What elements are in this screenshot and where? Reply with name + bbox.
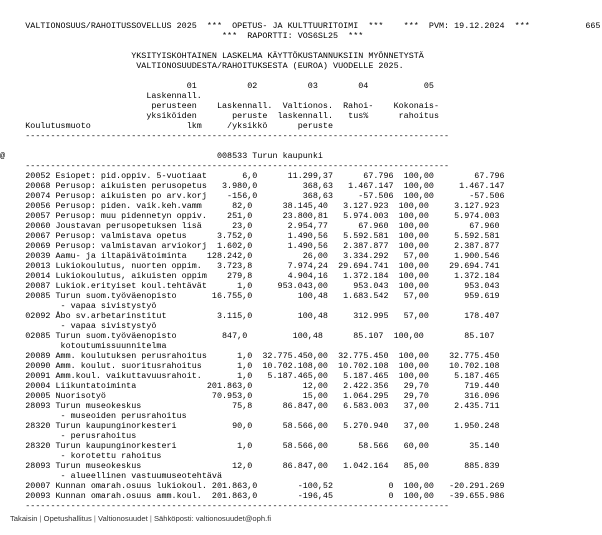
report-line: - museoiden perusrahoitus xyxy=(0,411,187,421)
report-line: @ 008533 Turun kaupunki xyxy=(0,151,323,161)
report-line: 02092 Åbo sv.arbetarinstitut 3.115,0 100,48 312.995 57,00 178.407 xyxy=(0,311,500,321)
report-line: - vapaa sivistystyö xyxy=(0,301,157,311)
report-line: ------------------------------------------------------------------------------------ xyxy=(0,131,450,141)
report-line: - perusrahoitus xyxy=(0,431,137,441)
report-line: yksiköiden peruste laskennall. tus% rahoitus xyxy=(0,111,439,121)
back-link[interactable]: Takaisin xyxy=(10,514,38,523)
report-line: 20052 Esiopet: pid.oppiv. 5-vuotiaat 6,0 11.299,37 67.796 100,00 67.796 xyxy=(0,171,505,181)
report-line: 20068 Perusop: aikuisten perusopetus 3.980,0 368,63 1.467.147 100,00 1.467.147 xyxy=(0,181,505,191)
report-line: 20057 Perusop: muu pidennetyn oppiv. 251,0 23.800,81 5.974.003 100,00 5.974.003 xyxy=(0,211,500,221)
report-line: 20039 Aamu- ja iltapäivätoiminta 128.242,0 26,00 3.334.292 57,00 1.900.546 xyxy=(0,251,500,261)
report-line: 20087 Lukiok.erityiset koul.tehtävät 1,0 953.043,00 953.043 100,00 953.043 xyxy=(0,281,500,291)
report-line: 28093 Turun museokeskus 12,0 86.847,00 1.042.164 85,00 885.839 xyxy=(0,461,500,471)
report-line: 20067 Perusop: valmistava opetus 3.752,0 1.490,56 5.592.581 100,00 5.592.581 xyxy=(0,231,500,241)
report-line: 28320 Turun kaupunginorkesteri 1,0 58.566,00 58.566 60,00 35.140 xyxy=(0,441,500,451)
footer-separator: | xyxy=(39,514,42,523)
report-line: 20060 Joustavan perusopetuksen lisä 23,0 2.954,77 67.960 100,00 67.960 xyxy=(0,221,500,231)
report-line: YKSITYISKOHTAINEN LASKELMA KÄYTTÖKUSTANNUKSIIN MYÖNNETYSTÄ xyxy=(0,51,424,61)
report-line: 20091 Amm.koul. vaikuttavuusrahoit. 1,0 5.187.465,00 5.187.465 100,00 5.187.465 xyxy=(0,371,500,381)
report-line: kotoutumissuunnitelma xyxy=(0,341,167,351)
report-line: Koulutusmuoto lkm /yksikkö peruste xyxy=(0,121,334,131)
report-line: 20004 Liikuntatoiminta 201.863,0 12,00 2.422.356 29,70 719.440 xyxy=(0,381,500,391)
report-line: - korotettu rahoitus xyxy=(0,451,162,461)
report-line: 20014 Lukiokoulutus, aikuisten oppim 279,8 4.904,16 1.372.184 100,00 1.372.184 xyxy=(0,271,500,281)
footer-separator: | xyxy=(149,514,152,523)
report-line: 20013 Lukiokoulutus, nuorten oppim. 3.723,8 7.974,24 29.694.741 100,00 29.694.741 xyxy=(0,261,500,271)
report-line: 20056 Perusop: piden. vaik.keh.vamm 82,0 38.145,40 3.127.923 100,00 3.127.923 xyxy=(0,201,500,211)
valtionosuudet-link[interactable]: Valtionosuudet xyxy=(98,514,148,523)
footer-links xyxy=(10,514,271,523)
report-line: 20007 Kunnan omarah.osuus lukiokoul. 201.863,0 -100,52 0 100,00 -20.291.269 xyxy=(0,481,505,491)
report-line: 20069 Perusop: valmistavan arviokorj 1.602,0 1.490,56 2.387.877 100,00 2.387.877 xyxy=(0,241,500,251)
report-line: *** RAPORTTI: VOS6SL25 *** xyxy=(0,31,364,41)
report-line: Laskennall. xyxy=(0,91,202,101)
report-line: 20074 Perusop: aikuisten po arv.korj -156,0 368,63 -57.506 100,00 -57.506 xyxy=(0,191,505,201)
report-line: 20005 Nuorisotyö 70.953,0 15,00 1.064.295 29,70 316.096 xyxy=(0,391,500,401)
email-link[interactable]: Sähköposti: valtionosuudet@oph.fi xyxy=(153,514,272,523)
report-line: VALTIONOSUUS/RAHOITUSSOVELLUS 2025 *** OPETUS- JA KULTTUURITOIMI *** *** PVM: 19.12.2024 *** 665 xyxy=(0,21,601,31)
report-line: ------------------------------------------------------------------------------------ xyxy=(0,161,450,171)
report-line: 20093 Kunnan omarah.osuus amm.koul. 201.863,0 -196,45 0 100,00 -39.655.986 xyxy=(0,491,505,501)
report-line: - alueellinen vastuumuseotehtävä xyxy=(0,471,223,481)
report-line: VALTIONOSUUDESTA/RAHOITUKSESTA (EUROA) VUODELLE 2025. xyxy=(0,61,404,71)
report-line: 28320 Turun kaupunginorkesteri 90,0 58.566,00 5.270.940 37,00 1.950.248 xyxy=(0,421,500,431)
report-line: 20085 Turun suom.työväenopisto 16.755,0 100,48 1.683.542 57,00 959.619 xyxy=(0,291,500,301)
footer-separator: | xyxy=(93,514,96,523)
opetushallitus-link[interactable]: Opetushallitus xyxy=(43,514,92,523)
report-line: 20090 Amm. koulut. suoritusrahoitus 1,0 10.702.108,00 10.702.108 100,00 10.702.108 xyxy=(0,361,500,371)
report-line: - vapaa sivistystyö xyxy=(0,321,157,331)
report-line: perusteen Laskennall. Valtionos. Rahoi- Kokonais- xyxy=(0,101,439,111)
report-line: ------------------------------------------------------------------------------------ xyxy=(0,501,450,510)
report-line: 20089 Amm. koulutuksen perusrahoitus 1,0 32.775.450,00 32.775.450 100,00 32.775.450 xyxy=(0,351,500,361)
report-line: 02085 Turun suom.työväenopisto 847,0 100,48 85.107 100,00 85.107 xyxy=(0,331,495,341)
report-line: 01 02 03 04 05 xyxy=(0,81,434,91)
report-line: 28093 Turun museokeskus 75,8 86.847,00 6.583.003 37,00 2.435.711 xyxy=(0,401,500,411)
